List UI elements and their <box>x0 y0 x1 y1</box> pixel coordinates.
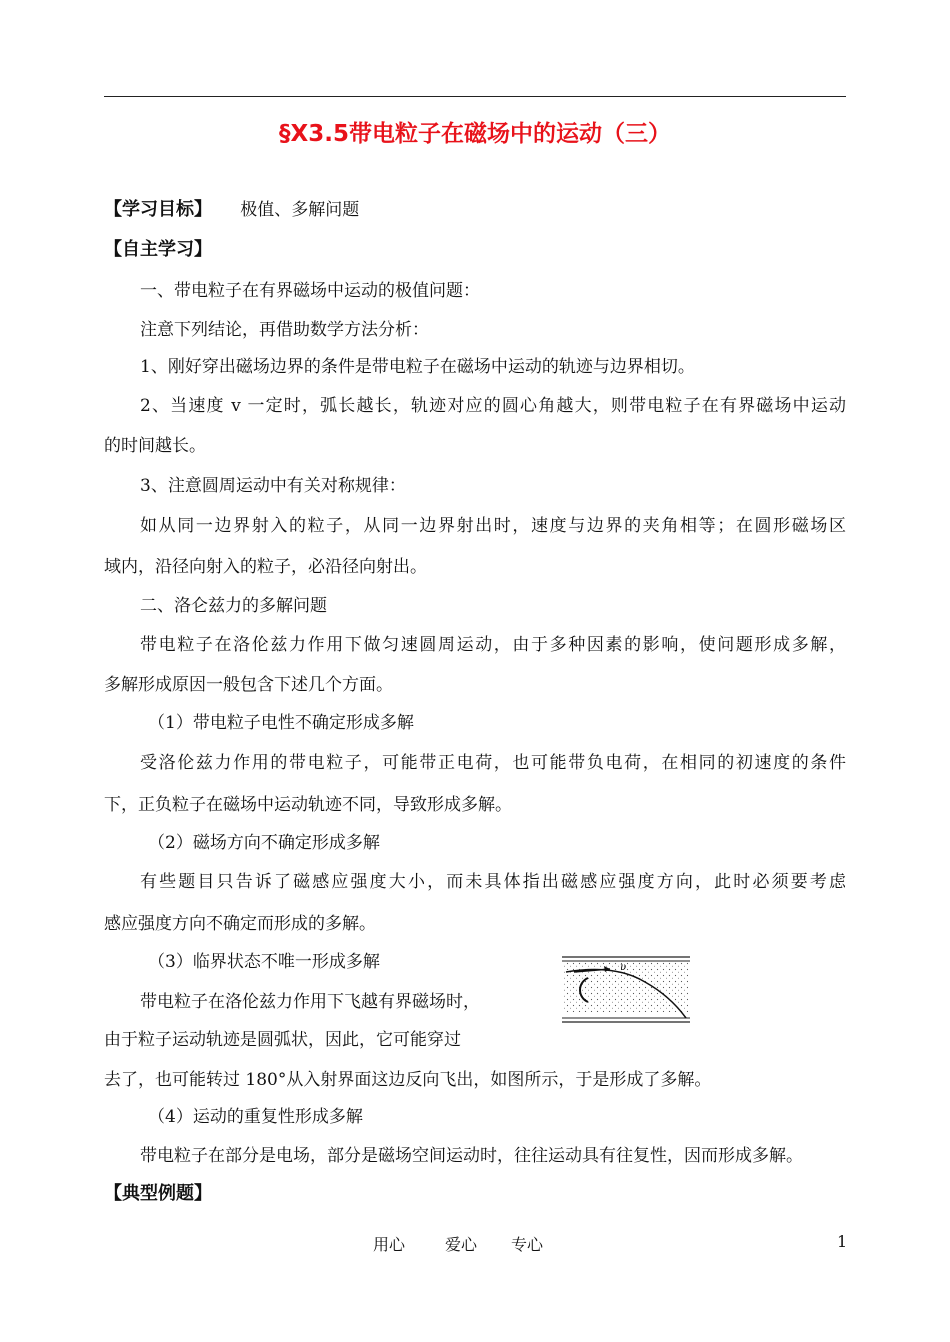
footer-motto-2: 爱心 <box>445 1235 478 1254</box>
cause-1-line-2: 下，正负粒子在磁场中运动轨迹不同，导致形成多解。 <box>104 795 512 815</box>
cause-2-line-2: 感应强度方向不确定而形成的多解。 <box>104 914 376 934</box>
cause-1-line-1: 受洛伦兹力作用的带电粒子，可能带正电荷，也可能带负电荷，在相同的初速度的条件 <box>140 753 846 773</box>
section-two-heading: 二、洛仑兹力的多解问题 <box>140 596 327 616</box>
self-study-heading: 【自主学习】 <box>104 239 212 260</box>
point-3-line-2: 域内，沿径向射入的粒子，必沿径向射出。 <box>104 557 427 577</box>
objective-label: 【学习目标】 <box>104 199 212 220</box>
footer-motto-1: 用心 <box>373 1235 406 1254</box>
cause-4-line-1: 带电粒子在部分是电场，部分是磁场空间运动时，往往运动具有往复性，因而形成多解。 <box>140 1146 803 1166</box>
examples-heading: 【典型例题】 <box>104 1183 212 1204</box>
point-2-line-2: 的时间越长。 <box>104 436 206 456</box>
cause-1-heading: （1）带电粒子电性不确定形成多解 <box>148 713 414 733</box>
cause-3-line-3: 去了，也可能转过 180°从入射界面这边反向飞出，如图所示，于是形成了多解。 <box>104 1070 712 1090</box>
objective-text: 极值、多解问题 <box>240 200 360 220</box>
cause-4-heading: （4）运动的重复性形成多解 <box>148 1107 363 1127</box>
velocity-label: υ <box>620 962 627 973</box>
section-one-heading: 一、带电粒子在有界磁场中运动的极值问题： <box>140 281 480 301</box>
page-title: §X3.5带电粒子在磁场中的运动（三） <box>279 121 671 147</box>
header-rule <box>104 96 846 97</box>
section-two-line-2: 多解形成原因一般包含下述几个方面。 <box>104 675 393 695</box>
cause-3-line-1: 带电粒子在洛伦兹力作用下飞越有界磁场时， <box>140 992 480 1012</box>
section-two-line-1: 带电粒子在洛伦兹力作用下做匀速圆周运动，由于多种因素的影响，使问题形成多解， <box>140 635 846 655</box>
point-3-line-1: 如从同一边界射入的粒子，从同一边界射出时，速度与边界的夹角相等；在圆形磁场区 <box>140 516 846 536</box>
cause-3-line-2: 由于粒子运动轨迹是圆弧状，因此，它可能穿过 <box>104 1030 461 1050</box>
cause-2-line-1: 有些题目只告诉了磁感应强度大小，而未具体指出磁感应强度方向，此时必须要考虑 <box>140 872 846 892</box>
objective-heading <box>104 198 359 222</box>
footer-motto-3: 专心 <box>511 1235 544 1254</box>
cause-3-heading: （3）临界状态不唯一形成多解 <box>148 952 380 972</box>
note-line: 注意下列结论，再借助数学方法分析： <box>140 320 429 340</box>
point-3: 3、注意圆周运动中有关对称规律： <box>140 476 406 496</box>
point-1: 1、刚好穿出磁场边界的条件是带电粒子在磁场中运动的轨迹与边界相切。 <box>140 357 695 377</box>
cause-2-heading: （2）磁场方向不确定形成多解 <box>148 833 380 853</box>
point-2-line-1: 2、当速度 v 一定时，弧长越长，轨迹对应的圆心角越大，则带电粒子在有界磁场中运动 <box>140 396 846 416</box>
page-number: 1 <box>837 1232 848 1251</box>
magnetic-field-figure <box>560 950 690 1030</box>
